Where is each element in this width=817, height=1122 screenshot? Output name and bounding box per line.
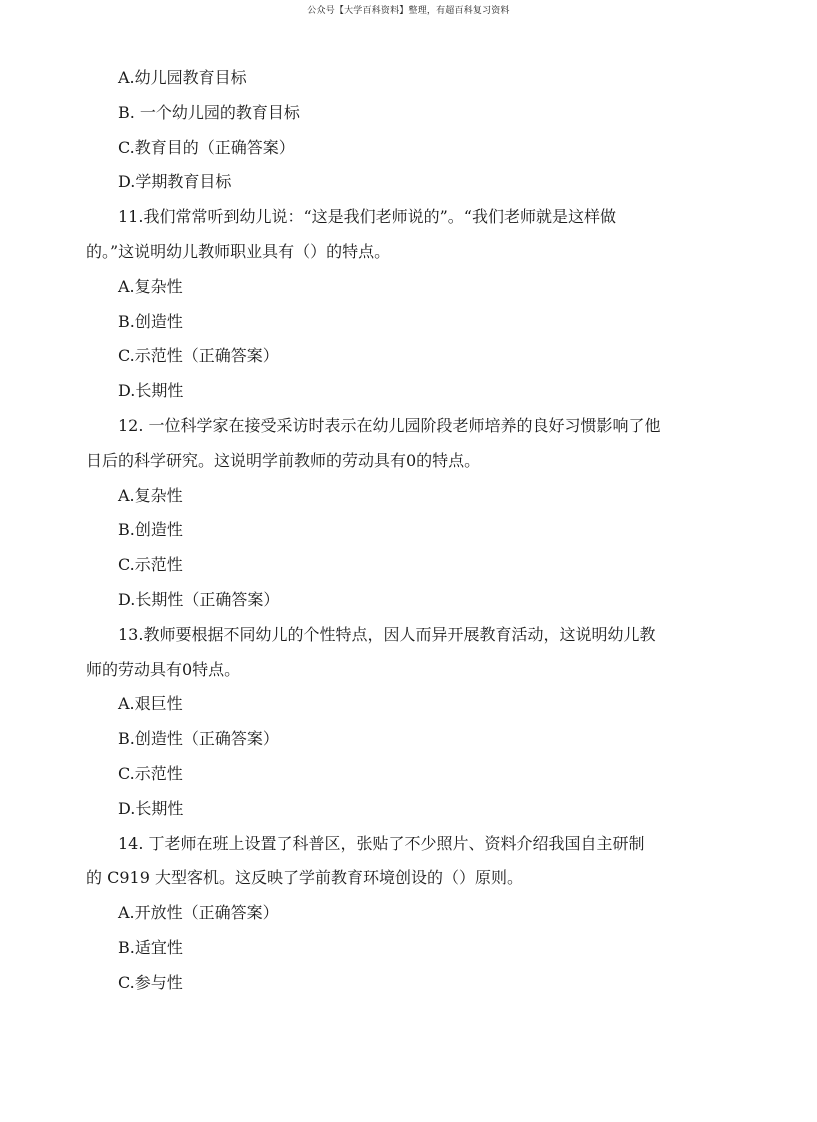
- question-12-line-1: 12. 一位科学家在接受采访时表示在幼儿园阶段老师培养的良好习惯影响了他: [118, 415, 661, 435]
- question-11-line-2: 的。”这说明幼儿教师职业具有（）的特点。: [86, 241, 391, 261]
- question-14-line-2: 的 C919 大型客机。这反映了学前教育环境创设的（）原则。: [86, 868, 523, 888]
- option-12-d: D.长期性（正确答案）: [118, 589, 280, 609]
- option-13-a: A.艰巨性: [118, 694, 183, 714]
- option-13-c: C.示范性: [118, 763, 183, 783]
- page-header: 公众号【大学百科资料】整理，有超百科复习资料: [307, 6, 510, 16]
- option-14-c: C.参与性: [118, 972, 183, 992]
- option-11-b: B.创造性: [118, 311, 183, 331]
- question-14-line-1: 14. 丁老师在班上设置了科普区，张贴了不少照片、资料介绍我国自主研制: [118, 833, 645, 853]
- option-12-c: C.示范性: [118, 555, 183, 575]
- option-12-b: B.创造性: [118, 520, 183, 540]
- option-11-a: A.复杂性: [118, 276, 183, 296]
- option-10-d: D.学期教育目标: [118, 172, 232, 192]
- option-14-b: B.适宜性: [118, 937, 183, 957]
- option-14-a: A.开放性（正确答案）: [118, 903, 279, 923]
- question-11-line-1: 11.我们常常听到幼儿说：“这是我们老师说的”。“我们老师就是这样做: [118, 207, 616, 227]
- question-13-line-1: 13.教师要根据不同幼儿的个性特点，因人而异开展教育活动，这说明幼儿教: [118, 624, 656, 644]
- question-13-line-2: 师的劳动具有0特点。: [86, 659, 241, 679]
- option-10-c: C.教育目的（正确答案）: [118, 137, 295, 157]
- option-10-a: A.幼儿园教育目标: [118, 68, 247, 87]
- option-12-a: A.复杂性: [118, 485, 183, 505]
- option-13-b: B.创造性（正确答案）: [118, 729, 279, 749]
- question-12-line-2: 日后的科学研究。这说明学前教师的劳动具有0的特点。: [86, 450, 481, 470]
- document-body: [86, 61, 736, 1001]
- option-10-b: B. 一个幼儿园的教育目标: [118, 102, 300, 122]
- option-11-c: C.示范性（正确答案）: [118, 346, 279, 366]
- option-13-d: D.长期性: [118, 798, 184, 818]
- option-11-d: D.长期性: [118, 381, 184, 401]
